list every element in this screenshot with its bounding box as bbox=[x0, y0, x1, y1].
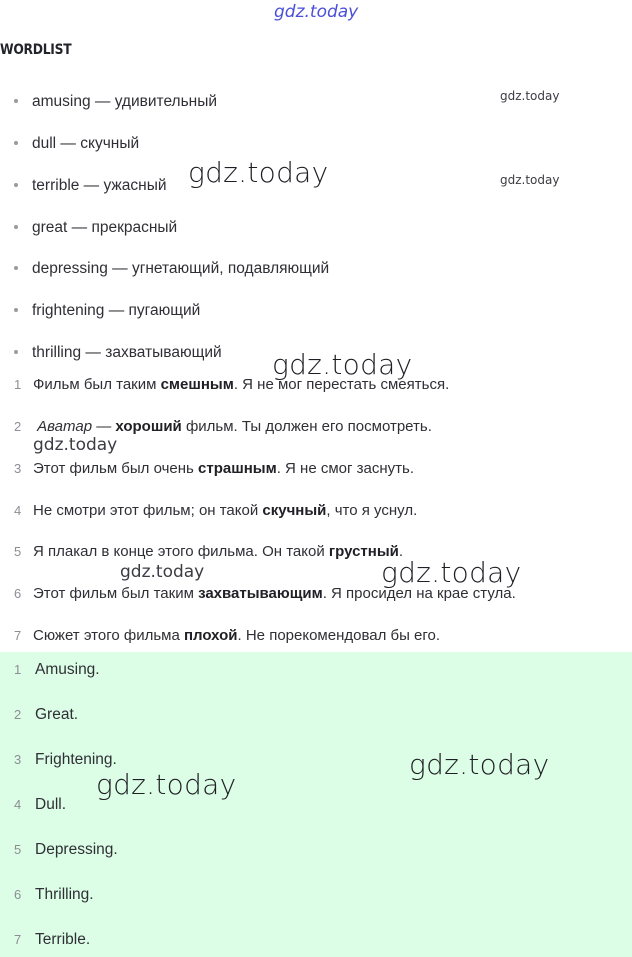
wordlist-item: thrilling — захватывающий bbox=[14, 342, 222, 364]
answer-item: 5 Depressing. bbox=[14, 841, 118, 858]
answer-item: 3 Frightening. bbox=[14, 751, 117, 768]
sentence-item: 5 Я плакал в конце этого фильма. Он такой грустный. bbox=[14, 543, 404, 560]
watermark: gdz.today bbox=[381, 556, 522, 589]
watermark: gdz.today bbox=[500, 89, 560, 103]
watermark: gdz.today bbox=[33, 435, 118, 455]
sentence-item: 7 Сюжет этого фильма плохой. Не порекомендовал бы его. bbox=[14, 627, 441, 644]
answer-item: 1 Amusing. bbox=[14, 661, 100, 678]
bullet-icon bbox=[14, 308, 18, 312]
wordlist-item: terrible — ужасный bbox=[14, 175, 167, 197]
bullet-icon bbox=[14, 350, 18, 354]
watermark: gdz.today bbox=[500, 173, 560, 187]
bullet-icon bbox=[14, 99, 18, 103]
answer-item: 4 Dull. bbox=[14, 796, 67, 813]
wordlist-heading: WORDLIST bbox=[0, 42, 72, 58]
answer-item: 7 Terrible. bbox=[14, 931, 91, 948]
watermark: gdz.today bbox=[409, 748, 550, 781]
sentence-item: 2 Аватар — хороший фильм. Ты должен его посмотреть. bbox=[14, 418, 432, 435]
wordlist-item: dull — скучный bbox=[14, 133, 139, 155]
bullet-icon bbox=[14, 141, 18, 145]
watermark: gdz.today bbox=[96, 768, 237, 801]
answer-item: 2 Great. bbox=[14, 706, 79, 723]
wordlist-item: amusing — удивительный bbox=[14, 91, 217, 113]
sentence-item: 1 Фильм был таким смешным. Я не мог перестать смеяться. bbox=[14, 376, 450, 393]
watermark: gdz.today bbox=[272, 348, 413, 381]
wordlist-item: great — прекрасный bbox=[14, 217, 177, 239]
sentence-item: 6 Этот фильм был таким захватывающим. Я просидел на крае стула. bbox=[14, 585, 516, 602]
wordlist-item: depressing — угнетающий, подавляющий bbox=[14, 258, 329, 280]
bullet-icon bbox=[14, 266, 18, 270]
watermark: gdz.today bbox=[188, 156, 329, 189]
watermark: gdz.today bbox=[120, 562, 205, 582]
answer-item: 6 Thrilling. bbox=[14, 886, 94, 903]
sentence-item: 3 Этот фильм был очень страшным. Я не смог заснуть. bbox=[14, 460, 414, 477]
wordlist-item: frightening — пугающий bbox=[14, 300, 200, 322]
bullet-icon bbox=[14, 225, 18, 229]
bullet-icon bbox=[14, 183, 18, 187]
answers-panel bbox=[0, 652, 632, 957]
watermark-top: gdz.today bbox=[274, 2, 359, 22]
sentence-item: 4 Не смотри этот фильм; он такой скучный, что я уснул. bbox=[14, 502, 418, 519]
